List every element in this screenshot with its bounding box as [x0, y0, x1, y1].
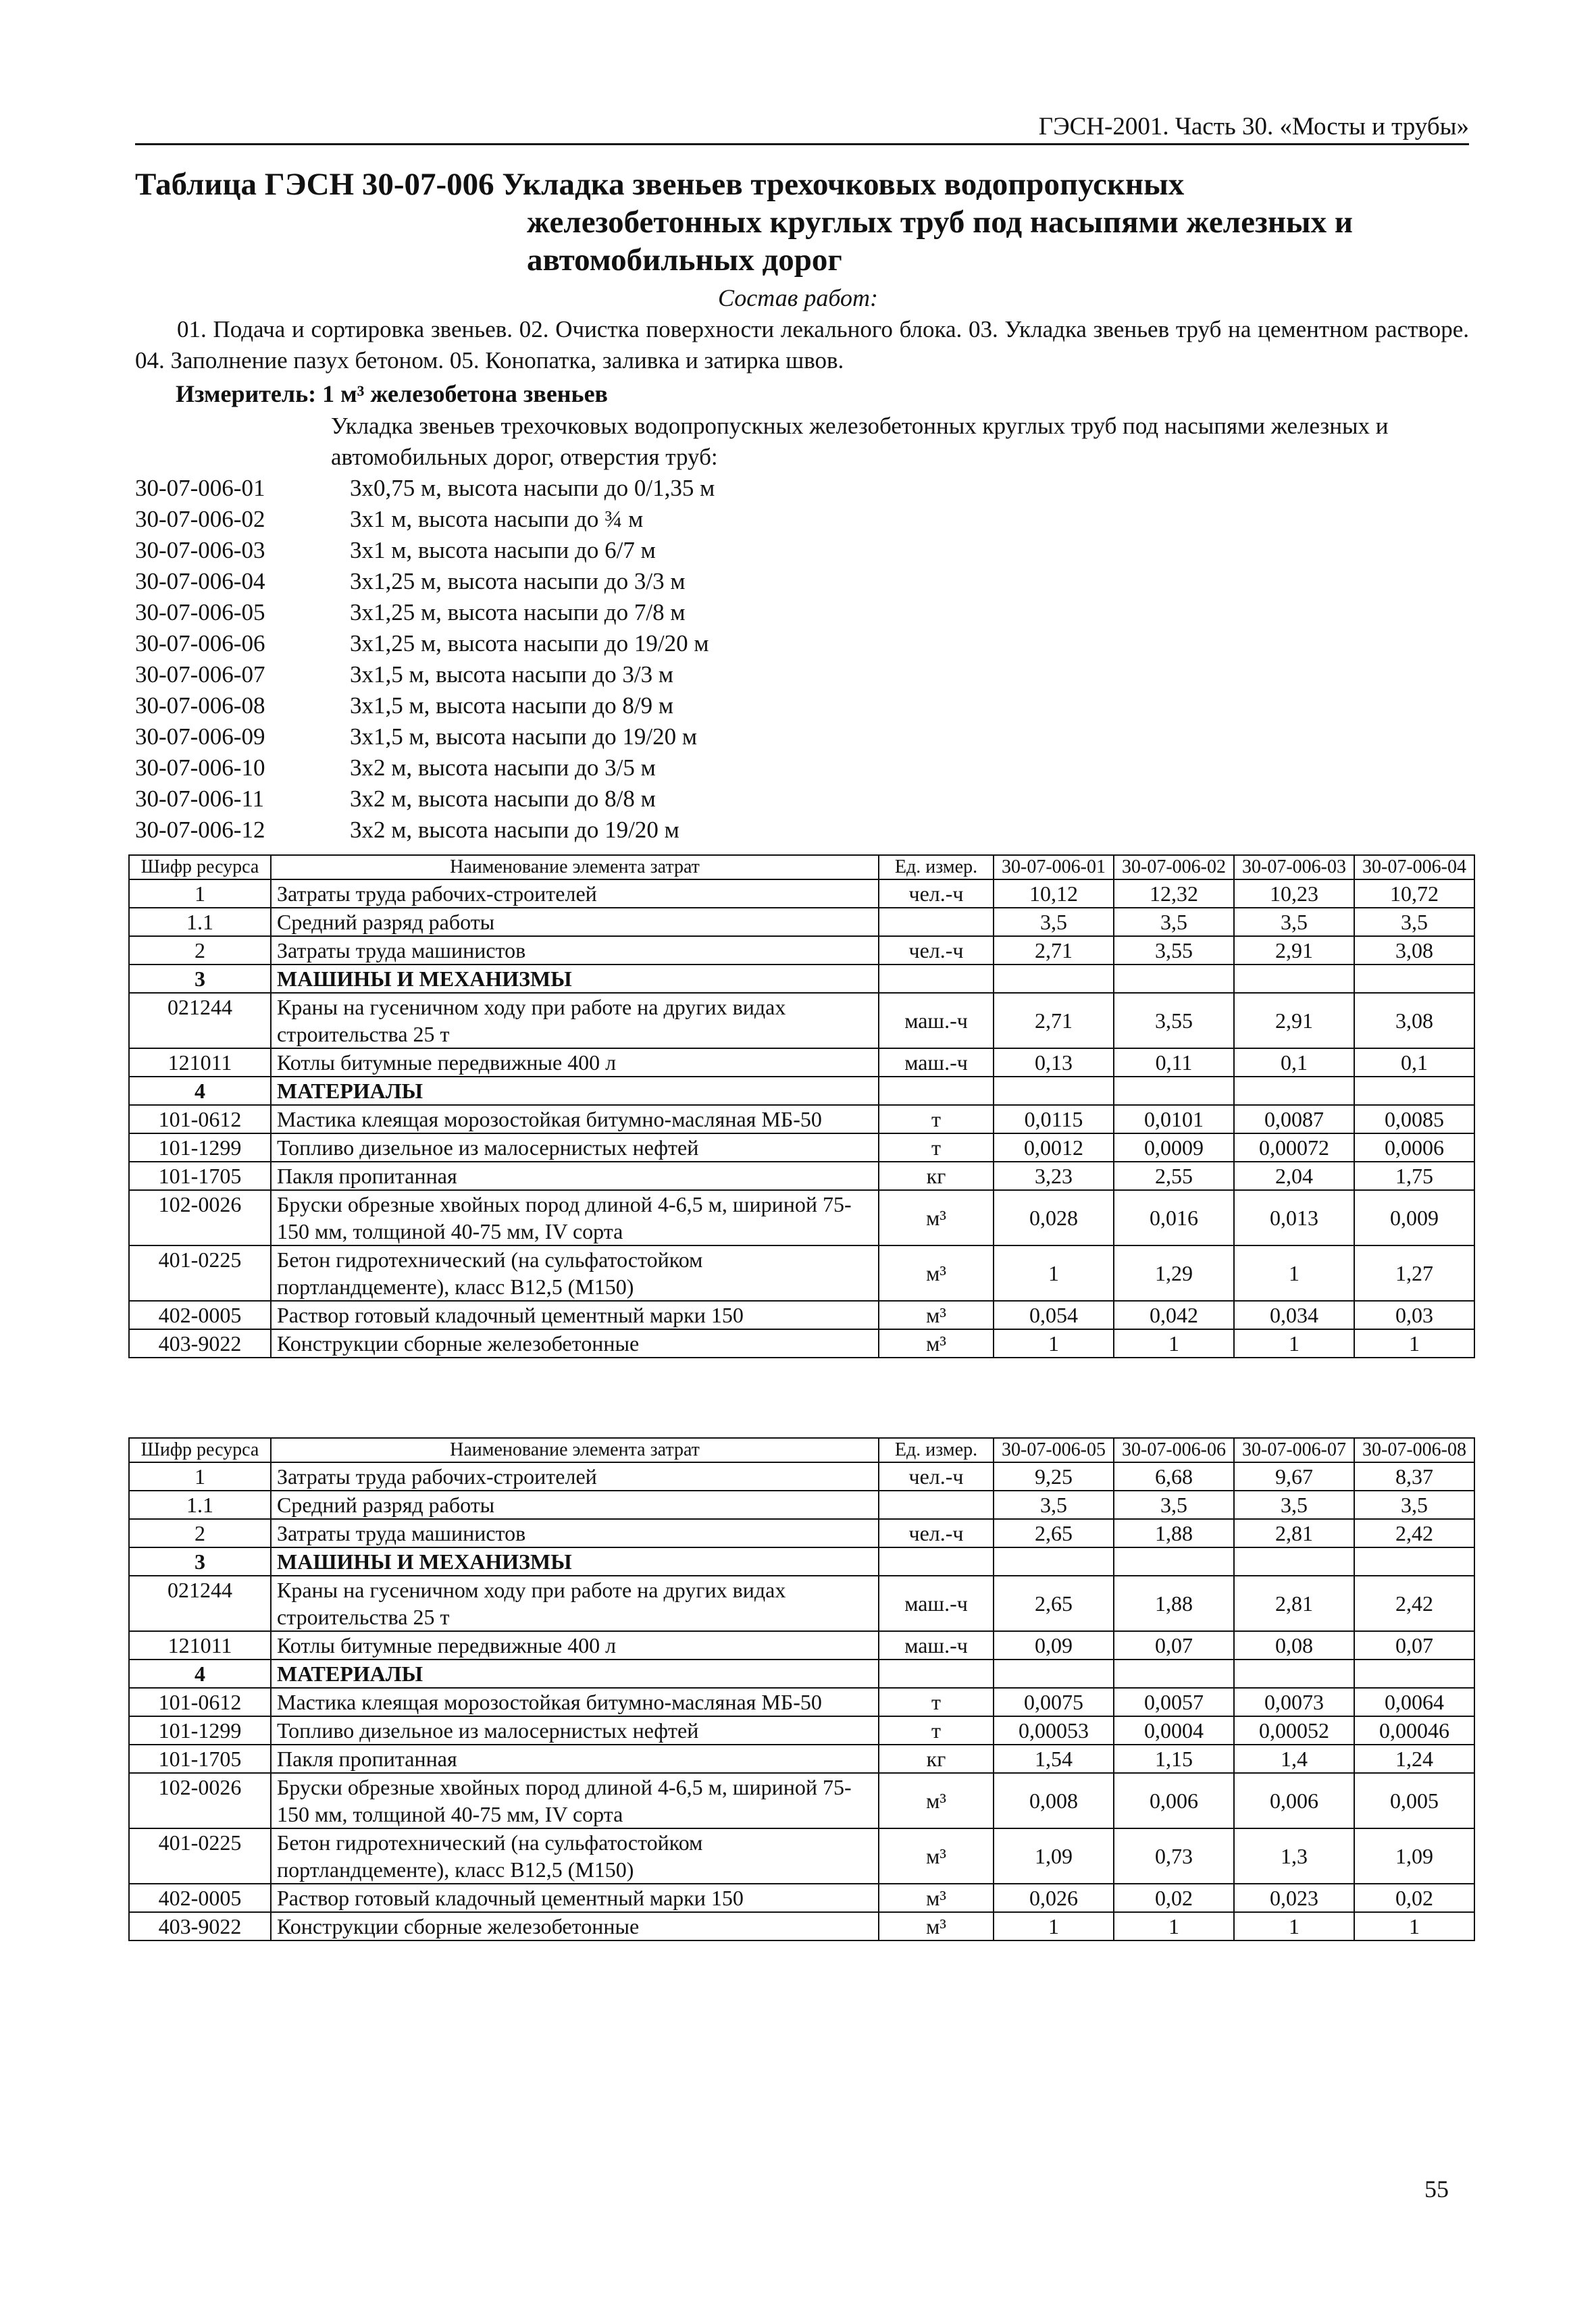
- running-title: ГЭСН-2001. Часть 30. «Мосты и трубы»: [1038, 113, 1469, 140]
- cost-element-name: Краны на гусеничном ходу при работе на других видах строительства 25 т: [271, 993, 879, 1048]
- cost-value: 0,026: [994, 1884, 1114, 1912]
- code-list-item: [135, 815, 715, 846]
- unit: м³: [879, 1329, 994, 1358]
- unit: т: [879, 1133, 994, 1162]
- resource-code: 2: [129, 936, 271, 965]
- code-id: 30-07-006-02: [135, 506, 265, 532]
- unit: м³: [879, 1884, 994, 1912]
- resource-code: 4: [129, 1077, 271, 1105]
- resource-code: 402-0005: [129, 1884, 271, 1912]
- cost-value: 1: [1234, 1912, 1354, 1940]
- resource-code: 102-0026: [129, 1190, 271, 1245]
- header-column-code: 30-07-006-02: [1114, 855, 1234, 879]
- cost-value: 1: [994, 1329, 1114, 1358]
- resource-code: 403-9022: [129, 1912, 271, 1940]
- cost-element-name: Бруски обрезные хвойных пород длиной 4-6,5 м, шириной 75-150 мм, толщиной 40-75 мм, IV сорта: [271, 1190, 879, 1245]
- table-row: [129, 1745, 1474, 1773]
- cost-value: 0,008: [994, 1773, 1114, 1828]
- resource-code: 101-1705: [129, 1162, 271, 1190]
- code-list-item: [135, 721, 715, 752]
- cost-element-name: Котлы битумные передвижные 400 л: [271, 1048, 879, 1077]
- table-row: [129, 908, 1474, 936]
- cost-element-name: Средний разряд работы: [271, 1491, 879, 1519]
- cost-value: 2,71: [994, 936, 1114, 965]
- cost-value: 2,42: [1354, 1519, 1474, 1547]
- cost-value: 3,5: [1234, 1491, 1354, 1519]
- unit: т: [879, 1105, 994, 1133]
- table-row: [129, 1133, 1474, 1162]
- code-description: 3х1,25 м, высота насыпи до 7/8 м: [350, 599, 686, 625]
- unit: м³: [879, 1190, 994, 1245]
- table-row: [129, 1688, 1474, 1716]
- title-line-3: автомобильных дорог: [527, 242, 842, 278]
- cost-value: 0,006: [1234, 1773, 1354, 1828]
- cost-value: 0,0085: [1354, 1105, 1474, 1133]
- cost-value: 2,65: [994, 1519, 1114, 1547]
- code-description: 3х1,5 м, высота насыпи до 19/20 м: [350, 723, 697, 750]
- cost-value: 1,4: [1234, 1745, 1354, 1773]
- cost-value: [994, 1547, 1114, 1576]
- table-row: [129, 1773, 1474, 1828]
- cost-value: [1234, 1547, 1354, 1576]
- table-row: [129, 1245, 1474, 1301]
- table-row: [129, 1301, 1474, 1329]
- cost-value: 10,12: [994, 879, 1114, 908]
- cost-value: 1,15: [1114, 1745, 1234, 1773]
- unit: м³: [879, 1773, 994, 1828]
- table-row: [129, 879, 1474, 908]
- cost-value: 2,04: [1234, 1162, 1354, 1190]
- cost-value: 0,0087: [1234, 1105, 1354, 1133]
- code-id: 30-07-006-03: [135, 537, 265, 563]
- cost-value: 0,0064: [1354, 1688, 1474, 1716]
- cost-value: 1: [1354, 1329, 1474, 1358]
- table-row: [129, 1329, 1474, 1358]
- resource-code: 1: [129, 1462, 271, 1491]
- table-header-row: [129, 1438, 1474, 1462]
- cost-value: 1,54: [994, 1745, 1114, 1773]
- work-description: Укладка звеньев трехочковых водопропускных железобетонных круглых труб под насыпями железных и автомобильных дорог, отверстия труб:: [331, 413, 1389, 470]
- cost-element-name: Бруски обрезные хвойных пород длиной 4-6,5 м, шириной 75-150 мм, толщиной 40-75 мм, IV сорта: [271, 1773, 879, 1828]
- resource-code: 021244: [129, 993, 271, 1048]
- table-section-row: [129, 1660, 1474, 1688]
- cost-value: 3,55: [1114, 993, 1234, 1048]
- cost-value: [1234, 1077, 1354, 1105]
- cost-value: 0,0009: [1114, 1133, 1234, 1162]
- unit: маш.-ч: [879, 1576, 994, 1631]
- cost-value: 3,55: [1114, 936, 1234, 965]
- cost-value: [1354, 1547, 1474, 1576]
- code-description: 3х1,25 м, высота насыпи до 19/20 м: [350, 630, 709, 657]
- resource-code: 1.1: [129, 1491, 271, 1519]
- cost-element-name: МАШИНЫ И МЕХАНИЗМЫ: [271, 1547, 879, 1576]
- cost-value: 9,25: [994, 1462, 1114, 1491]
- table-row: [129, 1462, 1474, 1491]
- cost-value: 1: [994, 1245, 1114, 1301]
- cost-value: 0,028: [994, 1190, 1114, 1245]
- table-row: [129, 1716, 1474, 1745]
- unit: чел.-ч: [879, 879, 994, 908]
- table-header-row: [129, 855, 1474, 879]
- cost-value: 3,08: [1354, 993, 1474, 1048]
- code-id: 30-07-006-12: [135, 817, 265, 843]
- code-list-item: [135, 597, 715, 628]
- cost-value: 0,00072: [1234, 1133, 1354, 1162]
- cost-element-name: Раствор готовый кладочный цементный марки 150: [271, 1884, 879, 1912]
- cost-element-name: Топливо дизельное из малосернистых нефтей: [271, 1716, 879, 1745]
- cost-value: 0,00053: [994, 1716, 1114, 1745]
- cost-value: 1: [1354, 1912, 1474, 1940]
- cost-element-name: Бетон гидротехнический (на сульфатостойком портландцементе), класс В12,5 (М150): [271, 1828, 879, 1884]
- cost-value: 1,75: [1354, 1162, 1474, 1190]
- table-row: [129, 1162, 1474, 1190]
- title-line-1: Таблица ГЭСН 30-07-006 Укладка звеньев трехочковых водопропускных: [135, 167, 1185, 202]
- cost-value: 3,5: [1114, 908, 1234, 936]
- cost-value: 2,42: [1354, 1576, 1474, 1631]
- cost-value: 1,3: [1234, 1828, 1354, 1884]
- cost-value: 0,042: [1114, 1301, 1234, 1329]
- unit: маш.-ч: [879, 1631, 994, 1660]
- cost-value: 2,81: [1234, 1519, 1354, 1547]
- code-id: 30-07-006-10: [135, 754, 265, 781]
- cost-value: [1114, 965, 1234, 993]
- cost-value: 1,09: [1354, 1828, 1474, 1884]
- cost-value: 3,5: [1114, 1491, 1234, 1519]
- unit: маш.-ч: [879, 1048, 994, 1077]
- cost-value: 2,81: [1234, 1576, 1354, 1631]
- header-column-code: 30-07-006-08: [1354, 1438, 1474, 1462]
- cost-value: 8,37: [1354, 1462, 1474, 1491]
- cost-value: 1,27: [1354, 1245, 1474, 1301]
- code-description: 3х2 м, высота насыпи до 3/5 м: [350, 754, 656, 781]
- cost-element-name: Раствор готовый кладочный цементный марки 150: [271, 1301, 879, 1329]
- unit: м³: [879, 1245, 994, 1301]
- unit: м³: [879, 1828, 994, 1884]
- header-column-code: 30-07-006-05: [994, 1438, 1114, 1462]
- cost-value: 0,00046: [1354, 1716, 1474, 1745]
- cost-value: 0,11: [1114, 1048, 1234, 1077]
- cost-value: 1: [1234, 1245, 1354, 1301]
- cost-value: 0,1: [1354, 1048, 1474, 1077]
- header-column-code: 30-07-006-04: [1354, 855, 1474, 879]
- cost-value: 3,23: [994, 1162, 1114, 1190]
- resource-code: 121011: [129, 1631, 271, 1660]
- cost-table-2: [128, 1437, 1475, 1941]
- table-row: [129, 1190, 1474, 1245]
- code-description: 3х2 м, высота насыпи до 19/20 м: [350, 817, 679, 843]
- header-column-code: 30-07-006-07: [1234, 1438, 1354, 1462]
- cost-value: 3,5: [994, 1491, 1114, 1519]
- cost-value: 2,91: [1234, 993, 1354, 1048]
- code-id: 30-07-006-04: [135, 568, 265, 594]
- cost-value: [1354, 1660, 1474, 1688]
- cost-value: [994, 965, 1114, 993]
- cost-element-name: МАТЕРИАЛЫ: [271, 1660, 879, 1688]
- code-description: 3х2 м, высота насыпи до 8/8 м: [350, 786, 656, 812]
- cost-value: 0,0101: [1114, 1105, 1234, 1133]
- table-row: [129, 1519, 1474, 1547]
- cost-value: 1: [994, 1912, 1114, 1940]
- cost-element-name: Мастика клеящая морозостойкая битумно-масляная МБ-50: [271, 1688, 879, 1716]
- code-description: 3х1 м, высота насыпи до ¾ м: [350, 506, 644, 532]
- resource-code: 3: [129, 965, 271, 993]
- table-row: [129, 936, 1474, 965]
- cost-element-name: Конструкции сборные железобетонные: [271, 1912, 879, 1940]
- cost-value: 0,02: [1354, 1884, 1474, 1912]
- header-code: Шифр ресурса: [129, 855, 271, 879]
- unit: м³: [879, 1301, 994, 1329]
- unit: [879, 1491, 994, 1519]
- cost-value: 2,55: [1114, 1162, 1234, 1190]
- table-section-row: [129, 1077, 1474, 1105]
- table-row: [129, 1576, 1474, 1631]
- cost-value: 0,0012: [994, 1133, 1114, 1162]
- cost-value: [994, 1077, 1114, 1105]
- resource-code: 1.1: [129, 908, 271, 936]
- resource-code: 101-1299: [129, 1716, 271, 1745]
- cost-value: [1114, 1547, 1234, 1576]
- cost-value: 10,23: [1234, 879, 1354, 908]
- composition-label: Состав работ:: [718, 284, 878, 311]
- cost-value: 0,07: [1354, 1631, 1474, 1660]
- cost-value: 1,88: [1114, 1576, 1234, 1631]
- resource-code: 1: [129, 879, 271, 908]
- unit: чел.-ч: [879, 936, 994, 965]
- unit: [879, 1547, 994, 1576]
- code-id: 30-07-006-08: [135, 692, 265, 719]
- cost-value: 0,03: [1354, 1301, 1474, 1329]
- unit: кг: [879, 1162, 994, 1190]
- cost-value: 0,00052: [1234, 1716, 1354, 1745]
- cost-element-name: Пакля пропитанная: [271, 1162, 879, 1190]
- unit: [879, 908, 994, 936]
- resource-code: 401-0225: [129, 1828, 271, 1884]
- cost-value: 1,09: [994, 1828, 1114, 1884]
- cost-element-name: Средний разряд работы: [271, 908, 879, 936]
- code-list-item: [135, 752, 715, 783]
- unit: чел.-ч: [879, 1519, 994, 1547]
- header-name: Наименование элемента затрат: [271, 1438, 879, 1462]
- cost-value: [1354, 1077, 1474, 1105]
- cost-element-name: Затраты труда рабочих-строителей: [271, 879, 879, 908]
- cost-value: 0,09: [994, 1631, 1114, 1660]
- header-column-code: 30-07-006-06: [1114, 1438, 1234, 1462]
- cost-value: 0,0075: [994, 1688, 1114, 1716]
- code-id: 30-07-006-01: [135, 475, 265, 501]
- code-list-item: [135, 473, 715, 504]
- table-row: [129, 1105, 1474, 1133]
- cost-value: 0,005: [1354, 1773, 1474, 1828]
- cost-value: 3,5: [1354, 1491, 1474, 1519]
- page-number: 55: [1424, 2176, 1449, 2203]
- code-list-item: [135, 690, 715, 721]
- header-name: Наименование элемента затрат: [271, 855, 879, 879]
- code-description: 3х1 м, высота насыпи до 6/7 м: [350, 537, 656, 563]
- resource-code: 402-0005: [129, 1301, 271, 1329]
- table-title: [135, 165, 1469, 279]
- cost-element-name: Пакля пропитанная: [271, 1745, 879, 1773]
- cost-value: 0,13: [994, 1048, 1114, 1077]
- cost-value: 0,0004: [1114, 1716, 1234, 1745]
- resource-code: 101-0612: [129, 1105, 271, 1133]
- cost-value: 0,02: [1114, 1884, 1234, 1912]
- unit: [879, 1077, 994, 1105]
- resource-code: 4: [129, 1660, 271, 1688]
- cost-value: 1,24: [1354, 1745, 1474, 1773]
- header-column-code: 30-07-006-01: [994, 855, 1114, 879]
- cost-value: 3,5: [1234, 908, 1354, 936]
- header-unit: Ед. измер.: [879, 1438, 994, 1462]
- cost-element-name: Затраты труда машинистов: [271, 936, 879, 965]
- cost-value: 0,006: [1114, 1773, 1234, 1828]
- cost-value: 10,72: [1354, 879, 1474, 908]
- cost-value: 9,67: [1234, 1462, 1354, 1491]
- unit: т: [879, 1716, 994, 1745]
- cost-table-1: [128, 854, 1475, 1358]
- unit: чел.-ч: [879, 1462, 994, 1491]
- cost-value: 3,5: [994, 908, 1114, 936]
- unit: м³: [879, 1912, 994, 1940]
- title-line-2: железобетонных круглых труб под насыпями железных и: [527, 205, 1353, 240]
- resource-code: 401-0225: [129, 1245, 271, 1301]
- composition-text: 01. Подача и сортировка звеньев. 02. Очистка поверхности лекального блока. 03. Укладка звеньев труб на цементном растворе. 04. Заполнение пазух бетоном. 05. Конопатка, заливка и затирка швов.: [135, 316, 1469, 374]
- code-list-item: [135, 504, 715, 535]
- resource-code: 403-9022: [129, 1329, 271, 1358]
- table-row: [129, 1491, 1474, 1519]
- unit: маш.-ч: [879, 993, 994, 1048]
- table-row: [129, 1828, 1474, 1884]
- cost-value: 0,0006: [1354, 1133, 1474, 1162]
- unit: [879, 1660, 994, 1688]
- code-list-item: [135, 628, 715, 659]
- table-section-row: [129, 965, 1474, 993]
- code-description: 3х1,5 м, высота насыпи до 8/9 м: [350, 692, 673, 719]
- cost-element-name: Конструкции сборные железобетонные: [271, 1329, 879, 1358]
- cost-value: 12,32: [1114, 879, 1234, 908]
- table-row: [129, 993, 1474, 1048]
- resource-code: 121011: [129, 1048, 271, 1077]
- running-header: [135, 108, 1469, 145]
- cost-value: 0,08: [1234, 1631, 1354, 1660]
- table-section-row: [129, 1547, 1474, 1576]
- code-list: [135, 473, 715, 846]
- code-id: 30-07-006-11: [135, 786, 265, 812]
- cost-element-name: Топливо дизельное из малосернистых нефтей: [271, 1133, 879, 1162]
- cost-value: 0,013: [1234, 1190, 1354, 1245]
- cost-element-name: Бетон гидротехнический (на сульфатостойком портландцементе), класс В12,5 (М150): [271, 1245, 879, 1301]
- resource-code: 102-0026: [129, 1773, 271, 1828]
- cost-value: 3,08: [1354, 936, 1474, 965]
- cost-value: 0,0057: [1114, 1688, 1234, 1716]
- cost-value: 0,1: [1234, 1048, 1354, 1077]
- cost-value: 1: [1114, 1912, 1234, 1940]
- cost-value: 0,054: [994, 1301, 1114, 1329]
- code-id: 30-07-006-07: [135, 661, 265, 688]
- code-list-item: [135, 659, 715, 690]
- cost-value: 0,023: [1234, 1884, 1354, 1912]
- cost-element-name: Затраты труда рабочих-строителей: [271, 1462, 879, 1491]
- table-row: [129, 1912, 1474, 1940]
- code-list-item: [135, 783, 715, 815]
- table-row: [129, 1884, 1474, 1912]
- cost-value: [1114, 1077, 1234, 1105]
- cost-value: 0,73: [1114, 1828, 1234, 1884]
- code-id: 30-07-006-06: [135, 630, 265, 657]
- cost-value: [1114, 1660, 1234, 1688]
- table-row: [129, 1631, 1474, 1660]
- resource-code: 101-1299: [129, 1133, 271, 1162]
- cost-value: 3,5: [1354, 908, 1474, 936]
- code-list-item: [135, 566, 715, 597]
- cost-value: 0,07: [1114, 1631, 1234, 1660]
- measure-unit: Измеритель: 1 м³ железобетона звеньев: [176, 380, 609, 407]
- cost-value: [1234, 965, 1354, 993]
- table-row: [129, 1048, 1474, 1077]
- cost-element-name: Краны на гусеничном ходу при работе на других видах строительства 25 т: [271, 1576, 879, 1631]
- code-description: 3х0,75 м, высота насыпи до 0/1,35 м: [350, 475, 715, 501]
- cost-element-name: Затраты труда машинистов: [271, 1519, 879, 1547]
- cost-value: 0,0115: [994, 1105, 1114, 1133]
- cost-value: [1354, 965, 1474, 993]
- cost-value: 2,91: [1234, 936, 1354, 965]
- resource-code: 3: [129, 1547, 271, 1576]
- code-description: 3х1,5 м, высота насыпи до 3/3 м: [350, 661, 673, 688]
- cost-element-name: Котлы битумные передвижные 400 л: [271, 1631, 879, 1660]
- code-description: 3х1,25 м, высота насыпи до 3/3 м: [350, 568, 686, 594]
- header-code: Шифр ресурса: [129, 1438, 271, 1462]
- cost-value: 2,71: [994, 993, 1114, 1048]
- cost-element-name: МАТЕРИАЛЫ: [271, 1077, 879, 1105]
- cost-value: 1: [1114, 1329, 1234, 1358]
- cost-element-name: МАШИНЫ И МЕХАНИЗМЫ: [271, 965, 879, 993]
- cost-value: 0,009: [1354, 1190, 1474, 1245]
- unit: [879, 965, 994, 993]
- cost-element-name: Мастика клеящая морозостойкая битумно-масляная МБ-50: [271, 1105, 879, 1133]
- resource-code: 101-0612: [129, 1688, 271, 1716]
- code-list-item: [135, 535, 715, 566]
- header-column-code: 30-07-006-03: [1234, 855, 1354, 879]
- cost-value: 0,016: [1114, 1190, 1234, 1245]
- cost-value: 1,29: [1114, 1245, 1234, 1301]
- cost-value: 0,034: [1234, 1301, 1354, 1329]
- code-id: 30-07-006-09: [135, 723, 265, 750]
- header-unit: Ед. измер.: [879, 855, 994, 879]
- resource-code: 2: [129, 1519, 271, 1547]
- code-id: 30-07-006-05: [135, 599, 265, 625]
- cost-value: 1: [1234, 1329, 1354, 1358]
- unit: т: [879, 1688, 994, 1716]
- cost-value: 2,65: [994, 1576, 1114, 1631]
- cost-value: 1,88: [1114, 1519, 1234, 1547]
- resource-code: 101-1705: [129, 1745, 271, 1773]
- cost-value: [1234, 1660, 1354, 1688]
- unit: кг: [879, 1745, 994, 1773]
- cost-value: 0,0073: [1234, 1688, 1354, 1716]
- resource-code: 021244: [129, 1576, 271, 1631]
- cost-value: 6,68: [1114, 1462, 1234, 1491]
- cost-value: [994, 1660, 1114, 1688]
